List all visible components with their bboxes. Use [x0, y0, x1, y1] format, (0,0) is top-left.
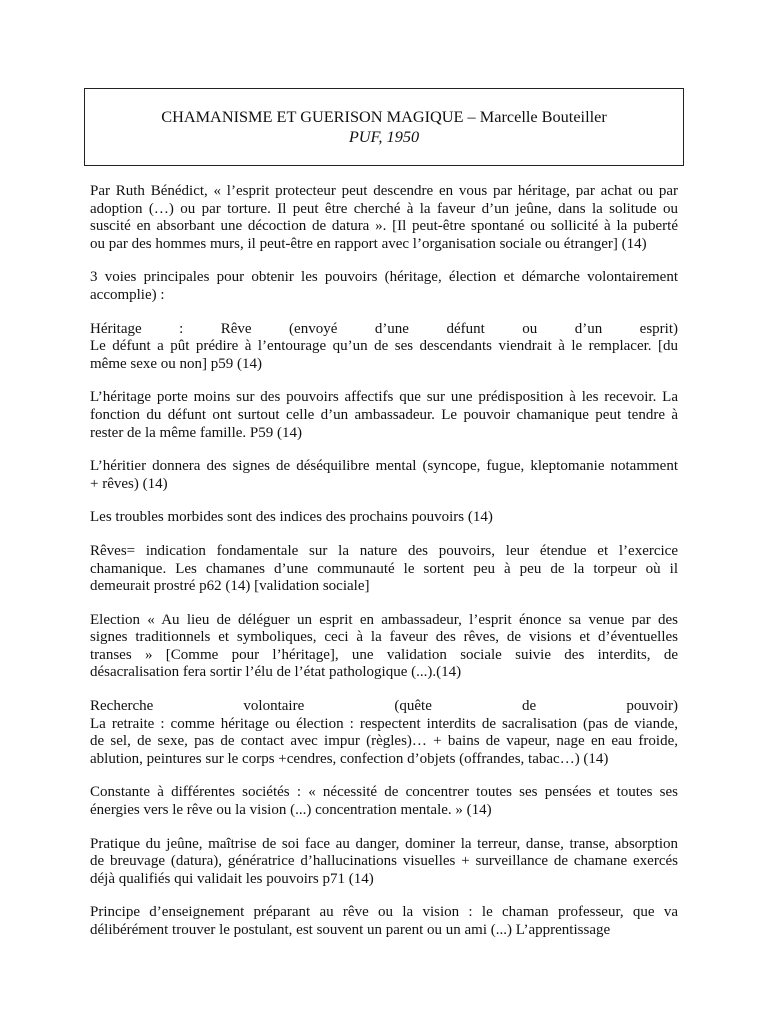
paragraph-line: Par Ruth Bénédict, « l’esprit protecteur peut descendre en vous par héritage, par achat ou par: [90, 183, 678, 199]
paragraph: [90, 321, 678, 374]
paragraph: [90, 612, 678, 682]
paragraph-line: Election « Au lieu de déléguer un esprit en ambassadeur, l’esprit énonce sa venue par des: [90, 611, 678, 628]
paragraph-line: Recherche volontaire (quête de pouvoir): [90, 698, 678, 715]
paragraph-line: Rêves= indication fondamentale sur la nature des pouvoirs, leur étendue et l’exercice: [90, 542, 678, 559]
paragraph-line: rester de la même famille. P59 (14): [90, 424, 303, 441]
paragraph-line: délibérément trouver le postulant, est souvent un parent ou un ami (...) L’apprentissage: [90, 922, 611, 938]
paragraph-line: fonction du défunt ont surtout celle d’un ambassadeur. Le pouvoir chamanique peut tendre à: [90, 406, 678, 423]
paragraph: [90, 509, 678, 527]
paragraph: [90, 904, 678, 939]
paragraph: [90, 543, 678, 596]
paragraph-line: même sexe ou non] p59 (14): [90, 355, 263, 372]
paragraph-line: transes » [Comme pour l’héritage], une validation sociale suivie des interdits, de: [90, 646, 678, 663]
paragraph-line: Principe d’enseignement préparant au rêve ou la vision : le chaman professeur, que va: [90, 904, 678, 921]
paragraph: [90, 698, 678, 768]
paragraph-line: La retraite : comme héritage ou élection : respectent interdits de sacralisation (pas de viande,: [90, 715, 678, 732]
paragraph-line: de breuvage (datura), génératrice d’hallucinations visuelles + surveillance de chamane exercés: [90, 853, 678, 870]
paragraph-line: Le défunt a pût prédire à l’entourage qu’un de ses descendants viendrait à le remplacer. [du: [90, 338, 678, 355]
paragraph: [90, 836, 678, 889]
document-body: [90, 183, 678, 956]
paragraph-line: Pratique du jeûne, maîtrise de soi face au danger, dominer la terreur, danse, transe, absorption: [90, 835, 678, 852]
paragraph-line: accomplie) :: [90, 286, 165, 303]
paragraph-line: adoption (…) ou par torture. Il peut être cherché à la faveur d’un jeûne, dans la solitude ou: [90, 200, 678, 217]
paragraph-line: Constante à différentes sociétés : « nécessité de concentrer toutes ses pensées et toutes ses: [90, 784, 678, 801]
paragraph-line: énergies vers le rêve ou la vision (...) concentration mentale. » (14): [90, 802, 492, 819]
paragraph: [90, 269, 678, 304]
paragraph-line: Les troubles morbides sont des indices des prochains pouvoirs (14): [90, 509, 493, 526]
paragraph-line: désacralisation fera sortir l’élu de l’état pathologique (...).(14): [90, 664, 462, 681]
document-subtitle: PUF, 1950: [348, 127, 420, 146]
paragraph-line: 3 voies principales pour obtenir les pouvoirs (héritage, élection et démarche volontairement: [90, 269, 678, 286]
paragraph: [90, 458, 678, 493]
paragraph-line: chamanique. Les chamanes d’une communauté le sortent peu à peu de la torpeur où il: [90, 560, 678, 577]
title-box: [84, 88, 684, 166]
paragraph-line: ou par des hommes murs, il peut-être en rapport avec l’organisation sociale ou étranger] (14): [90, 235, 647, 252]
paragraph: [90, 389, 678, 442]
paragraph-line: signes traditionnels et symboliques, ceci à la faveur des rêves, de visions et d’éventuelles: [90, 629, 678, 646]
paragraph-line: demeurait prostré p62 (14) [validation sociale]: [90, 578, 370, 595]
paragraph-line: ablution, peintures sur le corps +cendres, confection d’objets (offrandes, tabac…) (14): [90, 750, 609, 767]
paragraph-line: déjà qualifiés qui validait les pouvoirs p71 (14): [90, 870, 374, 887]
paragraph-line: Héritage : Rêve (envoyé d’une défunt ou d’un esprit): [90, 320, 678, 337]
paragraph-line: L’héritier donnera des signes de déséquilibre mental (syncope, fugue, kleptomanie notamment: [90, 458, 678, 475]
paragraph-line: + rêves) (14): [90, 475, 168, 492]
document-title: CHAMANISME ET GUERISON MAGIQUE – Marcelle Bouteiller: [161, 107, 607, 126]
paragraph: [90, 784, 678, 819]
paragraph-line: L’héritage porte moins sur des pouvoirs affectifs que sur une prédisposition à les recevoir. La: [90, 389, 678, 406]
paragraph-line: de sel, de sexe, pas de contact avec impur (règles)… + bains de vapeur, nage en eau froide,: [90, 733, 678, 750]
paragraph-line: suscité en absorbant une décoction de datura ». [Il peut-être spontané ou sollicité à la puberté: [90, 218, 678, 235]
paragraph: [90, 183, 678, 253]
